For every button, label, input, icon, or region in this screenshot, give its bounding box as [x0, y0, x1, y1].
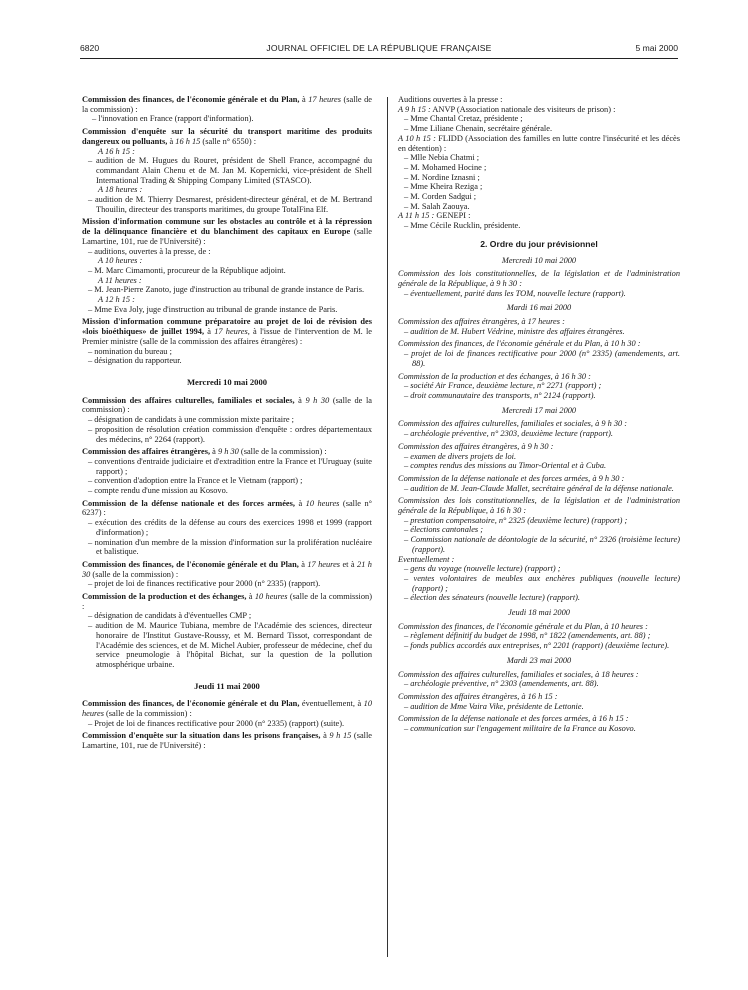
agenda-item: – exécution des crédits de la défense au cours des exercices 1998 et 1999 (rapport d'information) ;	[88, 518, 372, 537]
agenda-item: – droit communautaire des transports, n° 2124 (rapport).	[404, 390, 596, 400]
day-heading: Mercredi 10 mai 2000	[501, 255, 577, 265]
agenda-item: – l'innovation en France (rapport d'information).	[92, 114, 254, 124]
entry-heading: Commission des affaires étrangères, à 16 h 15 :	[398, 691, 558, 701]
page-number: 6820	[80, 43, 100, 53]
agenda-item: – archéologie préventive, n° 2303 (amendements, art. 88).	[404, 679, 599, 689]
entry-heading: Mission d'information commune préparatoire au projet de loi de révision des «lois bioéthiques» de juillet 1994, à 17 heures, à l'issue de l'intervention de M. le Premier ministre (salle de la commission des affaires étrangères) :	[82, 317, 372, 346]
entry-heading: Commission de la production et des échanges, à 16 h 30 :	[398, 371, 591, 381]
agenda-item: – nomination d'un membre de la mission d'information sur la prolifération nucléaire et balistique.	[88, 537, 372, 557]
entry-heading: Commission des finances, de l'économie générale et du Plan, à 17 heures et à 21 h 30 (salle de la commission) :	[82, 559, 372, 579]
agenda-item: – M. Nordine Iznasni ;	[404, 172, 480, 182]
agenda-item: – audition de M. Maurice Tubiana, membre de l'Académie des sciences, directeur honoraire de l'Institut Gustave-Roussy, et M. Bernard Tissot, correspondant de l'Académie des sciences, et de M. Michel Aubier, professeur de médecine, chef du service pneumologie à l'hôpital Bichat, sur la question de la pollution atmosphérique urbaine.	[88, 621, 372, 669]
agenda-item: – auditions, ouvertes à la presse, de :	[88, 246, 211, 256]
entry-heading: Commission des lois constitutionnelles, de la législation et de l'administration générale de la République, à 16 h 30 :	[398, 496, 680, 516]
entry-heading: Commission des finances, de l'économie générale et du Plan, à 10 h 30 :	[398, 339, 641, 349]
day-heading: Mardi 16 mai 2000	[506, 303, 572, 313]
agenda-item: – audition de M. Hubert Védrine, ministre des affaires étrangères.	[404, 326, 625, 336]
agenda-item: – Mme Eva Joly, juge d'instruction au tribunal de grande instance de Paris.	[88, 304, 338, 314]
entry-heading: Commission des affaires étrangères, à 9 h 30 (salle de la commission) :	[82, 447, 327, 457]
agenda-item: – audition de M. Jean-Claude Mallet, secrétaire général de la défense nationale.	[404, 483, 674, 493]
agenda-item: – convention d'adoption entre la France et le Vietnam (rapport) ;	[88, 476, 303, 486]
day-heading: Jeudi 11 mai 2000	[194, 680, 260, 691]
agenda-item: – audition de M. Thierry Desmarest, président-directeur général, et de M. Bertrand Thouilin, directeur des transports maritimes, du groupe TotalFina Elf.	[88, 195, 372, 214]
agenda-item: – désignation du rapporteur.	[88, 356, 182, 366]
agenda-item: – règlement définitif du budget de 1998, n° 1822 (amendements, art. 88) ;	[404, 631, 651, 641]
agenda-item: – gens du voyage (nouvelle lecture) (rapport) ;	[404, 564, 561, 574]
agenda-item: – Mlle Nebia Chatmi ;	[404, 153, 480, 163]
agenda-item: – ventes volontaires de meubles aux enchères publiques (nouvelle lecture) (rapport) ;	[404, 573, 680, 593]
entry-heading: Commission des affaires étrangères, à 9 h 30 :	[398, 441, 554, 451]
entry-heading: Commission de la production et des échanges, à 10 heures (salle de la commission) :	[82, 592, 372, 611]
agenda-item: – M. Mohamed Hocine ;	[404, 162, 487, 172]
agenda-item: – élection des sénateurs (nouvelle lecture) (rapport).	[404, 593, 581, 603]
issue-date: 5 mai 2000	[635, 43, 678, 53]
agenda-item: – M. Salah Zaouya.	[404, 201, 470, 211]
agenda-item: – Projet de loi de finances rectificative pour 2000 (n° 2335) (rapport) (suite).	[88, 718, 345, 728]
section-heading: 2. Ordre du jour prévisionnel	[480, 238, 598, 249]
journal-title: JOURNAL OFFICIEL DE LA RÉPUBLIQUE FRANÇAISE	[266, 43, 492, 53]
day-heading: Mercredi 17 mai 2000	[501, 405, 577, 415]
entry-heading: Commission des affaires étrangères, à 17 heures :	[398, 317, 565, 327]
agenda-item: – communication sur l'engagement militaire de la France au Kosovo.	[404, 724, 636, 734]
entry-heading: Commission des affaires culturelles, familiales et sociales, à 18 heures :	[398, 669, 639, 679]
agenda-item: – projet de loi de finances rectificative pour 2000 (n° 2335) (rapport).	[88, 579, 321, 589]
agenda-item: – audition de Mme Vaira Vike, présidente de Lettonie.	[404, 701, 584, 711]
entry-heading: Commission des affaires culturelles, familiales et sociales, à 9 h 30 :	[398, 419, 628, 429]
agenda-item: – désignation de candidats à d'éventuelles CMP ;	[88, 611, 252, 621]
agenda-item: – comptes rendus des missions au Timor-Oriental et à Cuba.	[404, 461, 607, 471]
agenda-item: – archéologie préventive, n° 2303, deuxième lecture (rapport).	[404, 429, 613, 439]
agenda-item: – élections cantonales ;	[404, 525, 484, 535]
agenda-item: – prestation compensatoire, n° 2325 (deuxième lecture) (rapport) ;	[404, 515, 628, 525]
paragraph: Auditions ouvertes à la presse :	[398, 95, 503, 104]
page-header	[80, 43, 678, 57]
subheading: Eventuellement :	[398, 554, 455, 564]
entry-heading: Commission de la défense nationale et des forces armées, à 16 h 15 :	[398, 714, 629, 724]
hour-label: A 12 h 15 :	[98, 295, 135, 305]
agenda-item: – société Air France, deuxième lecture, n° 2271 (rapport) ;	[404, 381, 602, 391]
agenda-item: – conventions d'entraide judiciaire et d'extradition entre la France et l'Uruguay (suite rapport) ;	[88, 456, 372, 476]
right-column	[398, 95, 680, 734]
agenda-item: – Mme Cécile Rucklin, présidente.	[404, 221, 521, 231]
agenda-item: – examen de divers projets de loi.	[404, 451, 517, 461]
entry-heading: Commission des finances, de l'économie générale et du Plan, à 17 heures (salle de la commission) :	[82, 95, 372, 114]
agenda-item: – Mme Liliane Chenain, secrétaire générale.	[404, 124, 553, 134]
entry-heading: Commission d'enquête sur la sécurité du transport maritime des produits dangereux ou polluants, à 16 h 15 (salle n° 6550) :	[82, 127, 372, 146]
entry-heading: Commission des finances, de l'économie générale et du Plan, à 10 heures :	[398, 621, 648, 631]
agenda-item: – projet de loi de finances rectificative pour 2000 (n° 2335) (amendements, art. 88).	[404, 349, 680, 368]
entry-heading: A 9 h 15 : ANVP (Association nationale des visiteurs de prison) :	[398, 104, 616, 114]
entry-heading: Commission des affaires culturelles, familiales et sociales, à 9 h 30 (salle de la commission) :	[82, 395, 372, 415]
entry-heading: A 11 h 15 : GENEPI :	[398, 211, 471, 221]
hour-label: A 10 heures :	[98, 256, 143, 266]
entry-heading: Commission de la défense nationale et des forces armées, à 10 heures (salle n° 6237) :	[82, 498, 372, 518]
entry-heading: Commission des finances, de l'économie générale et du Plan, éventuellement, à 10 heures (salle de la commission) :	[82, 699, 372, 719]
agenda-item: – Mme Kheira Reziga ;	[404, 182, 483, 192]
entry-heading: Commission d'enquête sur la situation dans les prisons françaises, à 9 h 15 (salle Lamartine, 101, rue de l'Université) :	[82, 731, 372, 751]
agenda-item: – Commission nationale de déontologie de la sécurité, n° 2326 (troisième lecture) (rapport).	[404, 535, 680, 554]
left-column	[82, 95, 372, 751]
agenda-item: – M. Corden Sadgui ;	[404, 192, 477, 202]
agenda-item: – éventuellement, parité dans les TOM, nouvelle lecture (rapport).	[404, 288, 626, 298]
entry-heading: Commission des lois constitutionnelles, de la législation et de l'administration générale de la République, à 9 h 30 :	[398, 269, 680, 288]
agenda-item: – M. Jean-Pierre Zanoto, juge d'instruction au tribunal de grande instance de Paris.	[88, 285, 365, 295]
agenda-item: – audition de M. Hugues du Rouret, président de Shell France, accompagné du commandant Alain Chenu et de M. Jan M. Kopernicki, vice-président de Shell International Trading & Shipping Company Limited (STASCO).	[88, 156, 372, 185]
agenda-item: – désignation de candidats à une commission mixte paritaire ;	[88, 415, 294, 425]
agenda-item: – Mme Chantal Cretaz, présidente ;	[404, 114, 523, 124]
hour-label: A 11 heures :	[98, 275, 142, 285]
entry-heading: A 10 h 15 : FLIDD (Association des familles en lutte contre l'insécurité et les décès en détention) :	[398, 133, 680, 153]
hour-label: A 18 heures :	[98, 185, 143, 195]
agenda-item: – compte rendu d'une mission au Kosovo.	[88, 486, 228, 496]
header-rule	[80, 58, 678, 59]
day-heading: Jeudi 18 mai 2000	[508, 608, 570, 618]
agenda-item: – nomination du bureau ;	[88, 346, 172, 356]
day-heading: Mercredi 10 mai 2000	[186, 376, 268, 387]
hour-label: A 16 h 15 :	[98, 146, 135, 156]
agenda-item: – fonds publics accordés aux entreprises, n° 2201 (rapport) (deuxième lecture).	[404, 641, 670, 651]
day-heading: Mardi 23 mai 2000	[506, 655, 572, 665]
entry-heading: Commission de la défense nationale et des forces armées, à 9 h 30 :	[398, 473, 625, 483]
agenda-item: – proposition de résolution création commission d'enquête : ordres départementaux des médecins, n° 2264 (rapport).	[88, 424, 372, 444]
entry-heading: Mission d'information commune sur les obstacles au contrôle et à la répression de la délinquance financière et du blanchiment des capitaux en Europe (salle Lamartine, 101, rue de l'Université) :	[82, 217, 373, 246]
agenda-item: – M. Marc Cimamonti, procureur de la République adjoint.	[88, 265, 286, 275]
column-divider	[387, 97, 388, 957]
